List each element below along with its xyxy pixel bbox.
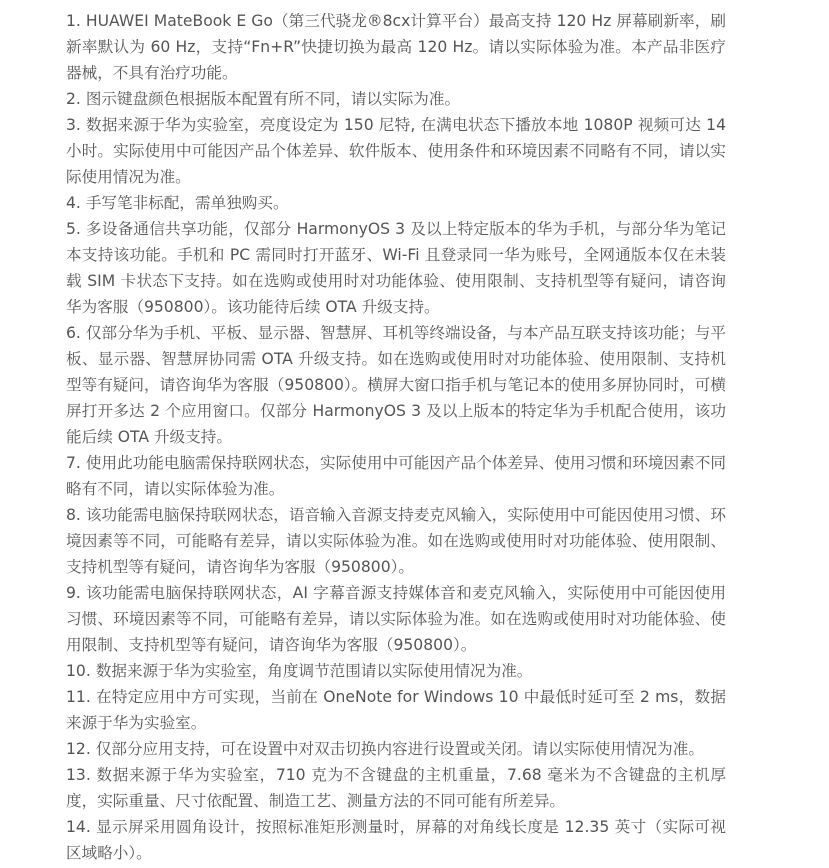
footnote-1: 1. HUAWEI MateBook E Go（第三代骁龙®8cx计算平台）最高支持 120 Hz 屏幕刷新率，刷新率默认为 60 Hz，支持“Fn+R”快捷切换为最高 120 Hz。请以实际体验为准。本产品非医疗器械，不具有治疗功能。 <box>66 12 726 82</box>
footnote-7: 7. 使用此功能电脑需保持联网状态，实际使用中可能因产品个体差异、使用习惯和环境因素不同略有不同，请以实际体验为准。 <box>66 454 726 498</box>
footnote-12: 12. 仅部分应用支持，可在设置中对双击切换内容进行设置或关闭。请以实际使用情况为准。 <box>66 740 704 758</box>
footnote-3: 3. 数据来源于华为实验室，亮度设定为 150 尼特, 在满电状态下播放本地 1080P 视频可达 14 小时。实际使用中可能因产品个体差异、软件版本、使用条件和环境因素不同略有不同，请以实际使用情况为准。 <box>66 116 726 186</box>
footnote-10: 10. 数据来源于华为实验室，角度调节范围请以实际使用情况为准。 <box>66 662 533 680</box>
footnote-9: 9. 该功能需电脑保持联网状态，AI 字幕音源支持媒体音和麦克风输入，实际使用中可能因使用习惯、环境因素等不同，可能略有差异，请以实际体验为准。如在选购或使用时对功能体验、使用限制、支持机型等有疑问，请咨询华为客服（950800）。 <box>66 584 726 654</box>
footnote-8: 8. 该功能需电脑保持联网状态，语音输入音源支持麦克风输入，实际使用中可能因使用习惯、环境因素等不同，可能略有差异，请以实际体验为准。如在选购或使用时对功能体验、使用限制、支持机型等有疑问，请咨询华为客服（950800）。 <box>66 506 726 576</box>
footnote-13: 13. 数据来源于华为实验室，710 克为不含键盘的主机重量，7.68 毫米为不含键盘的主机厚度，实际重量、尺寸依配置、制造工艺、测量方法的不同可能有所差异。 <box>66 766 726 810</box>
footnote-6: 6. 仅部分华为手机、平板、显示器、智慧屏、耳机等终端设备，与本产品互联支持该功能；与平板、显示器、智慧屏协同需 OTA 升级支持。如在选购或使用时对功能体验、使用限制、支持机型等有疑问，请咨询华为客服（950800）。横屏大窗口指手机与笔记本的使用多屏协同时，可横屏打开多达 2 个应用窗口。仅部分 HarmonyOS 3 及以上版本的特定华为手机配合使用，该功能后续 OTA 升级支持。 <box>66 324 726 446</box>
footnote-11: 11. 在特定应用中方可实现，当前在 OneNote for Windows 10 中最低时延可至 2 ms，数据来源于华为实验室。 <box>66 688 726 732</box>
footnote-5: 5. 多设备通信共享功能，仅部分 HarmonyOS 3 及以上特定版本的华为手机，与部分华为笔记本支持该功能。手机和 PC 需同时打开蓝牙、Wi-Fi 且登录同一华为账号，全网通版本仅在未装载 SIM 卡状态下支持。如在选购或使用时对功能体验、使用限制、支持机型等有疑问，请咨询华为客服（950800）。该功能待后续 OTA 升级支持。 <box>66 220 726 316</box>
footnotes-list <box>66 8 726 866</box>
footnote-2: 2. 图示键盘颜色根据版本配置有所不同，请以实际为准。 <box>66 90 461 108</box>
footnote-4: 4. 手写笔非标配，需单独购买。 <box>66 194 289 212</box>
footnote-14: 14. 显示屏采用圆角设计，按照标准矩形测量时，屏幕的对角线长度是 12.35 英寸（实际可视区域略小）。 <box>66 818 726 862</box>
